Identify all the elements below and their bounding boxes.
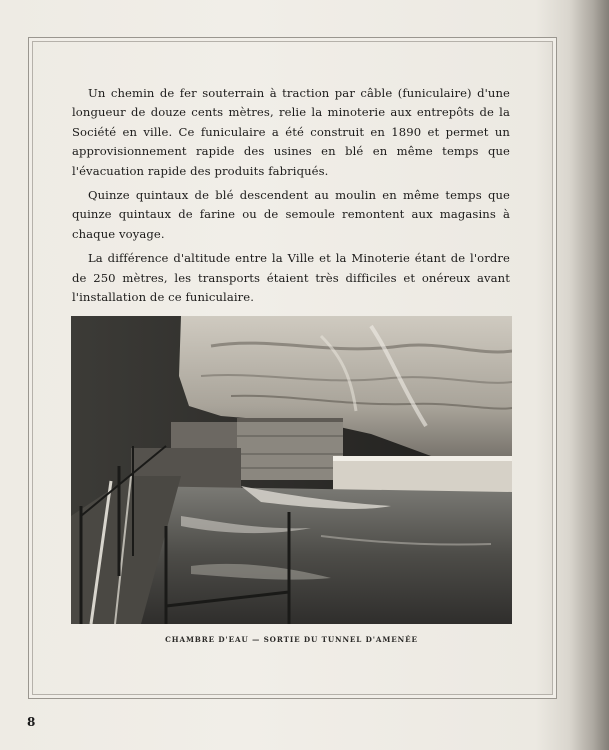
- photo-caption: CHAMBRE D'EAU — SORTIE DU TUNNEL D'AMENÉE: [165, 635, 418, 644]
- paragraph-funiculaire: Un chemin de fer souterrain à traction par câble (funiculaire) d'une longueur de douze cents mètres, relie la minoterie aux entrepôts de la Société en ville. Ce funiculaire a été construit en 1890 et permet un approvisionnement rapide des usines en blé en même temps que l'évacuation rapide des produits fabriqués.: [72, 86, 510, 178]
- body-text: [72, 84, 510, 312]
- page-edge-shadow: [569, 0, 609, 750]
- page-number: 8: [27, 715, 36, 729]
- paragraph-quintaux: Quinze quintaux de blé descendent au moulin en même temps que quinze quintaux de farine ou de semoule remontent aux magasins à chaque voyage.: [72, 188, 510, 241]
- paragraph-altitude: La différence d'altitude entre la Ville et la Minoterie étant de l'ordre de 250 mètres, les transports étaient très difficiles et onéreux avant l'installation de ce funiculaire.: [72, 251, 510, 305]
- photograph-water-chamber: [71, 316, 512, 624]
